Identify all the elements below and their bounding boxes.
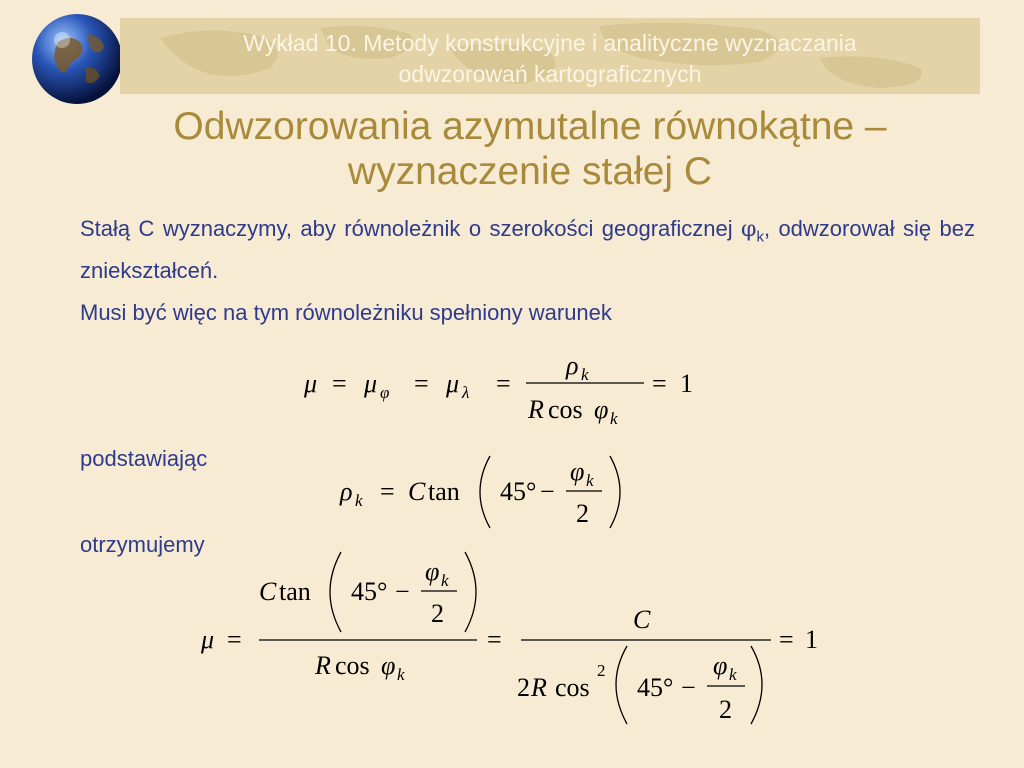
svg-text:2: 2 <box>431 599 444 628</box>
svg-text:k: k <box>581 365 589 384</box>
svg-text:R: R <box>531 673 547 702</box>
svg-text:2: 2 <box>576 499 589 528</box>
header-line-1: Wykład 10. Metody konstrukcyjne i analityczne wyznaczania <box>243 30 857 56</box>
svg-text:−: − <box>681 673 696 702</box>
globe-logo-icon <box>30 12 124 106</box>
svg-text:2: 2 <box>719 695 732 724</box>
svg-text:φ: φ <box>570 457 585 486</box>
svg-text:=: = <box>227 625 242 654</box>
label-substituting: podstawiając <box>80 446 208 471</box>
svg-text:ρ: ρ <box>566 351 579 380</box>
svg-text:−: − <box>395 577 410 606</box>
paragraph-condition <box>80 212 975 288</box>
svg-text:λ: λ <box>462 383 470 402</box>
svg-text:μ: μ <box>364 369 378 398</box>
svg-text:=: = <box>487 625 502 654</box>
paragraph-1-text: Stałą C wyznaczymy, aby równoleżnik o szerokości geograficznej <box>80 216 742 241</box>
svg-text:=: = <box>332 369 347 398</box>
svg-text:=: = <box>496 369 511 398</box>
svg-text:1: 1 <box>805 625 818 654</box>
svg-text:1: 1 <box>680 369 693 398</box>
svg-text:ρ: ρ <box>340 477 353 506</box>
svg-text:φ: φ <box>713 651 728 680</box>
svg-text:R: R <box>315 651 331 680</box>
svg-text:k: k <box>586 471 594 490</box>
paragraph-requirement: Musi być więc na tym równoleżniku spełniony warunek <box>80 300 612 325</box>
svg-text:k: k <box>441 571 449 590</box>
svg-text:k: k <box>729 665 737 684</box>
svg-text:μ: μ <box>304 369 318 398</box>
svg-text:=: = <box>652 369 667 398</box>
svg-text:R: R <box>528 395 544 424</box>
svg-text:μ: μ <box>201 625 215 654</box>
svg-text:45°: 45° <box>500 477 537 506</box>
svg-text:k: k <box>355 491 363 510</box>
svg-text:C: C <box>408 477 426 506</box>
phi-subscript: k <box>756 228 764 246</box>
equation-radius-formula <box>330 448 630 536</box>
equation-scale-condition <box>290 340 710 436</box>
svg-text:C: C <box>259 577 277 606</box>
svg-text:=: = <box>380 477 395 506</box>
svg-text:φ: φ <box>380 383 390 402</box>
svg-text:k: k <box>610 409 618 428</box>
phi-symbol: φ <box>741 217 757 242</box>
svg-text:k: k <box>397 665 405 684</box>
svg-text:φ: φ <box>594 395 609 424</box>
svg-text:φ: φ <box>425 557 440 586</box>
svg-text:−: − <box>540 477 555 506</box>
equation-final-condition <box>195 548 835 733</box>
svg-text:φ: φ <box>381 651 396 680</box>
svg-text:cos: cos <box>548 395 583 424</box>
svg-text:2: 2 <box>517 673 530 702</box>
svg-text:cos: cos <box>335 651 370 680</box>
paragraph-1-end: , odwzorował się bez zniekształceń. <box>80 216 975 284</box>
slide-title-line-1: Odwzorowania azymutalne równokątne – <box>173 105 887 148</box>
svg-text:45°: 45° <box>351 577 388 606</box>
slide-title <box>60 104 1000 194</box>
label-obtaining: otrzymujemy <box>80 532 205 557</box>
svg-text:tan: tan <box>279 577 311 606</box>
svg-text:2: 2 <box>597 661 606 680</box>
header-banner <box>120 18 980 94</box>
header-title <box>120 28 980 90</box>
svg-text:tan: tan <box>428 477 460 506</box>
svg-text:=: = <box>779 625 794 654</box>
svg-text:C: C <box>633 605 651 634</box>
svg-text:=: = <box>414 369 429 398</box>
slide-title-line-2: wyznaczenie stałej C <box>347 150 713 193</box>
header-line-2: odwzorowań kartograficznych <box>398 61 702 87</box>
svg-text:cos: cos <box>555 673 590 702</box>
svg-text:μ: μ <box>446 369 460 398</box>
svg-text:45°: 45° <box>637 673 674 702</box>
